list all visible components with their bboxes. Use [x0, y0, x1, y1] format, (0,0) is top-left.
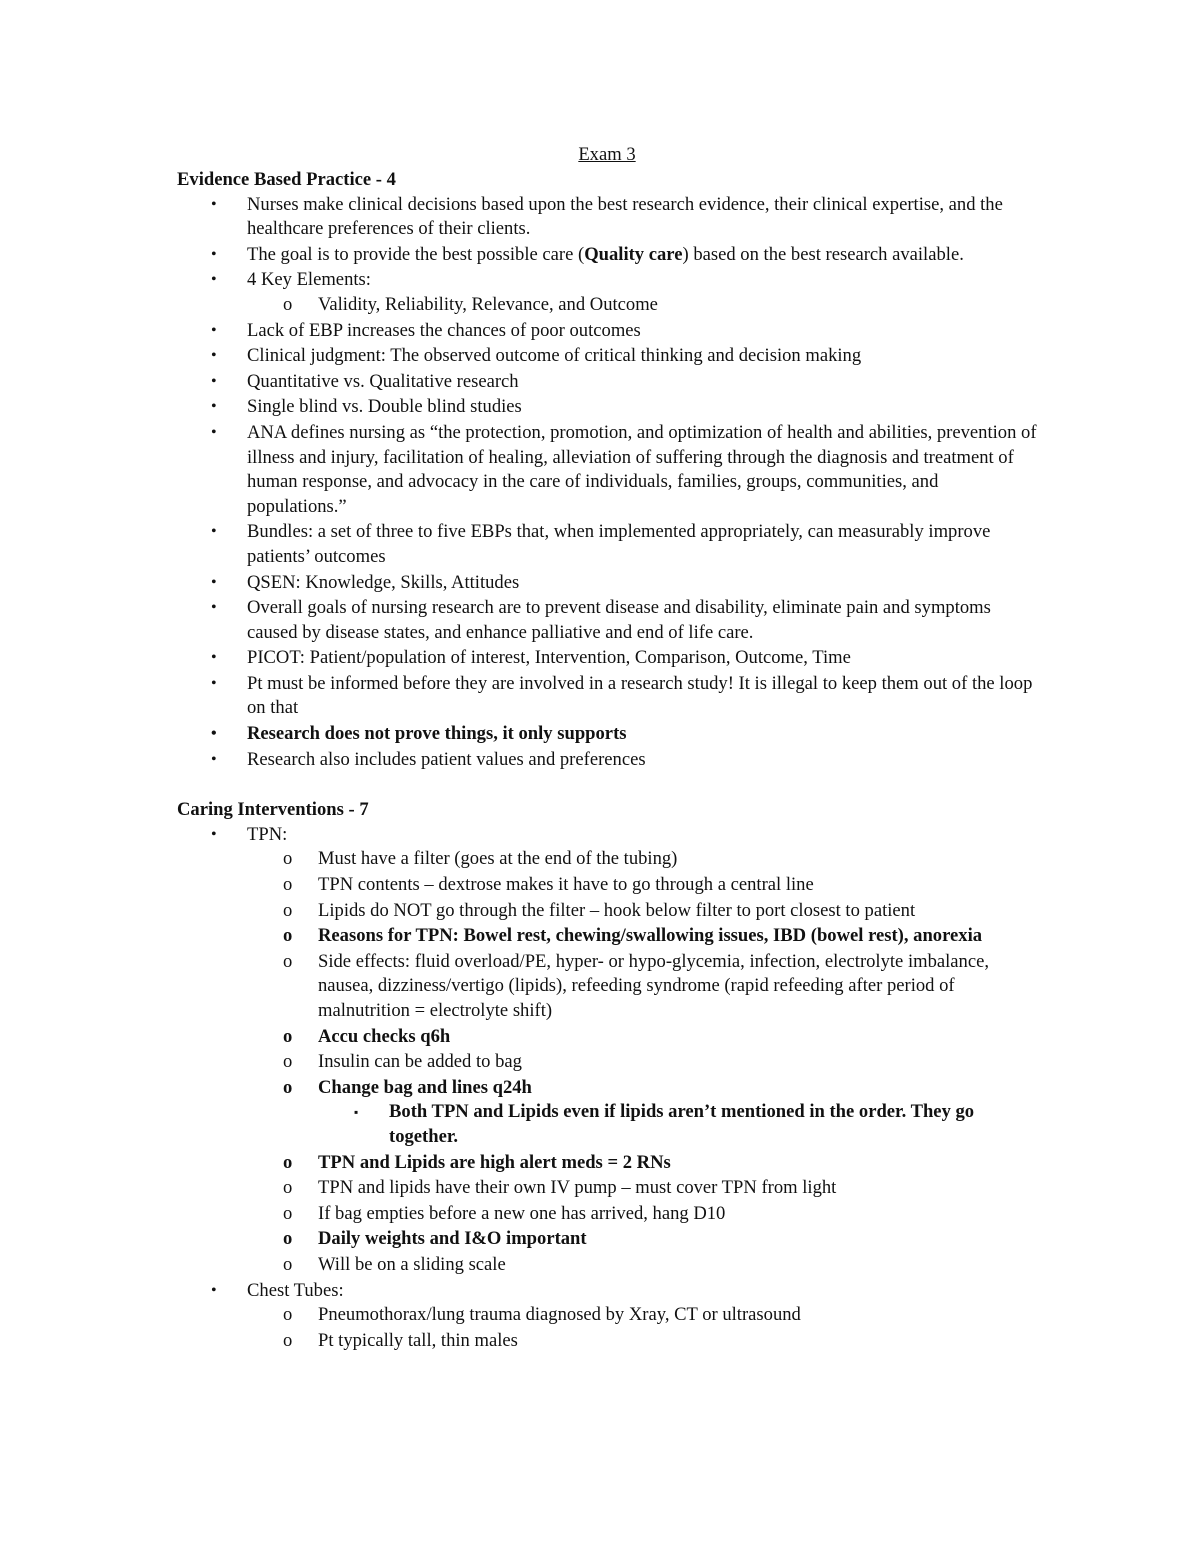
- bullet-icon: •: [211, 372, 217, 390]
- chest-sub-list: [247, 1303, 1037, 1353]
- tpn-sub-list: [247, 847, 1037, 1277]
- list-item: • Quantitative vs. Qualitative research: [177, 370, 1037, 395]
- list-item: • Overall goals of nursing research are to prevent disease and disability, eliminate pain and symptoms caused by disease states, and enhance palliative and end of life care.: [211, 597, 991, 643]
- bullet-icon: •: [211, 398, 217, 416]
- list-item: • PICOT: Patient/population of interest, Intervention, Comparison, Outcome, Time: [177, 646, 1037, 671]
- bullet-icon: •: [211, 321, 217, 339]
- square-bullet-icon: ▪: [354, 1105, 359, 1120]
- list-item: • Research does not prove things, it only supports: [177, 722, 1037, 747]
- list-item: • Nurses make clinical decisions based upon the best research evidence, their clinical expertise, and the healthcare preferences of their clients.: [211, 193, 1003, 240]
- circle-bullet-icon: o: [283, 1151, 293, 1173]
- sub-list-item: o Must have a filter (goes at the end of the tubing): [177, 847, 1037, 872]
- bullet-icon: •: [211, 245, 217, 263]
- list-item: • ANA defines nursing as “the protection, promotion, and optimization of health and abilities, prevention of illness and injury, facilitation of healing, alleviation of suffering through the diagnosis and treatment of human response, and advocacy in the care of individuals, families, groups, communities, and populations.”: [211, 421, 1037, 517]
- caring-list: [177, 823, 1037, 1353]
- list-item-chest-tubes: • Chest Tubes: o Pneumothorax/lung trauma diagnosed by Xray, CT or ultrasound o Pt typically tall, thin males: [177, 1279, 1037, 1354]
- sub-list-item: o Pneumothorax/lung trauma diagnosed by Xray, CT or ultrasound: [177, 1303, 1037, 1328]
- sub-list-item: o Lipids do NOT go through the filter – hook below filter to port closest to patient: [177, 899, 1037, 924]
- bullet-icon: •: [211, 599, 217, 617]
- sub-list-item: o Insulin can be added to bag: [177, 1050, 1037, 1075]
- sub-list-item: o Daily weights and I&O important: [177, 1227, 1037, 1252]
- list-item: • Lack of EBP increases the chances of poor outcomes: [177, 319, 1037, 344]
- bullet-icon: •: [211, 674, 217, 692]
- section-spacer: [177, 773, 1037, 798]
- list-item: • 4 Key Elements: o Validity, Reliability, Relevance, and Outcome: [177, 268, 1037, 317]
- bullet-icon: •: [211, 649, 217, 667]
- bullet-icon: •: [211, 750, 217, 768]
- circle-bullet-icon: o: [283, 1202, 293, 1224]
- circle-bullet-icon: o: [283, 899, 293, 921]
- circle-bullet-icon: o: [283, 1253, 293, 1275]
- list-item: • Research also includes patient values and preferences: [177, 748, 1037, 773]
- sub-list-item: o Pt typically tall, thin males: [177, 1329, 1037, 1354]
- bullet-icon: •: [211, 573, 217, 591]
- sub-list-item: o TPN and lipids have their own IV pump – must cover TPN from light: [177, 1176, 1037, 1201]
- circle-bullet-icon: o: [283, 1051, 293, 1073]
- section-heading-caring: Caring Interventions - 7: [177, 799, 369, 821]
- list-item: • QSEN: Knowledge, Skills, Attitudes: [177, 571, 1037, 596]
- document-title: Exam 3: [578, 144, 636, 165]
- list-item: • The goal is to provide the best possible care (Quality care) based on the best research available.: [177, 243, 1037, 268]
- circle-bullet-icon: o: [283, 848, 293, 870]
- circle-bullet-icon: o: [283, 925, 293, 947]
- circle-bullet-icon: o: [283, 874, 293, 896]
- bullet-icon: •: [211, 347, 217, 365]
- circle-bullet-icon: o: [283, 1025, 293, 1047]
- list-item: • Bundles: a set of three to five EBPs that, when implemented appropriately, can measurably improve patients’ outcomes: [211, 521, 991, 567]
- list-item: • Single blind vs. Double blind studies: [177, 395, 1037, 420]
- bullet-icon: •: [211, 423, 217, 441]
- bullet-icon: •: [211, 725, 217, 743]
- sub-sub-list: [318, 1100, 1037, 1149]
- circle-bullet-icon: o: [283, 293, 293, 315]
- circle-bullet-icon: o: [283, 950, 293, 972]
- sub-list-item: o If bag empties before a new one has arrived, hang D10: [177, 1202, 1037, 1227]
- bullet-icon: •: [211, 523, 217, 541]
- circle-bullet-icon: o: [283, 1076, 293, 1098]
- circle-bullet-icon: o: [283, 1329, 293, 1351]
- sub-list-item: o Change bag and lines q24h ▪ Both TPN and Lipids even if lipids aren’t mentioned in the order. They go together.: [177, 1076, 1037, 1150]
- sub-list-item: o TPN and Lipids are high alert meds = 2 RNs: [177, 1151, 1037, 1176]
- list-item: • Clinical judgment: The observed outcome of critical thinking and decision making: [177, 344, 1037, 369]
- section-heading-ebp: Evidence Based Practice - 4: [177, 169, 396, 190]
- sub-list-item: o Side effects: fluid overload/PE, hyper- or hypo-glycemia, infection, electrolyte imbalance, nausea, dizziness/vertigo (lipids), refeeding syndrome (rapid refeeding after period of malnutrition = electrolyte shift): [283, 950, 990, 1021]
- sub-list-item: o Accu checks q6h: [177, 1025, 1037, 1050]
- bullet-icon: •: [211, 195, 217, 213]
- sub-list-item: o Will be on a sliding scale: [177, 1253, 1037, 1278]
- bullet-icon: •: [211, 271, 217, 289]
- circle-bullet-icon: o: [283, 1228, 293, 1250]
- circle-bullet-icon: o: [283, 1304, 293, 1326]
- bullet-icon: •: [211, 825, 217, 843]
- bullet-icon: •: [211, 1281, 217, 1299]
- sub-list: [247, 293, 1037, 318]
- sub-sub-list-item: ▪ Both TPN and Lipids even if lipids aren’t mentioned in the order. They go together.: [354, 1101, 975, 1147]
- circle-bullet-icon: o: [283, 1177, 293, 1199]
- list-item-tpn: • TPN: o Must have a filter (goes at the end of the tubing) o TPN contents – dextrose makes it have to go through a central line o Lipids do NOT go through the filter – hook below filter to port closest to patient o Reasons for TPN: Bowel rest, chewing/swallowing issues, IBD (bowel rest), anorexia o Side effects: fluid overload/PE, hyper- or hypo-glycemia, infection, electrolyte imbalance, nausea, dizziness/vertigo (lipids), refeeding syndrome (rapid refeeding after period of malnutrition = electrolyte shift) o Accu checks q6h o Insulin can be added to bag o Change bag and lines q24h ▪ Both TPN and Lipids even if lipids aren’t mentioned in the order. They go together. o TPN and Lipids are high alert meds = 2 RNs o TPN and lipids have their own IV pump – must cover TPN from light o If bag empties before a new one has arrived, hang D10 o Daily weights and I&O important o Will be on a sliding scale: [177, 823, 1037, 1278]
- document-content: [177, 143, 1037, 1354]
- ebp-list: [177, 193, 1037, 773]
- list-item: • Pt must be informed before they are involved in a research study! It is illegal to keep them out of the loop on that: [211, 672, 1033, 719]
- sub-list-item: o TPN contents – dextrose makes it have to go through a central line: [177, 873, 1037, 898]
- sub-list-item: o Validity, Reliability, Relevance, and Outcome: [177, 293, 1037, 318]
- sub-list-item: o Reasons for TPN: Bowel rest, chewing/swallowing issues, IBD (bowel rest), anorexia: [177, 924, 1037, 949]
